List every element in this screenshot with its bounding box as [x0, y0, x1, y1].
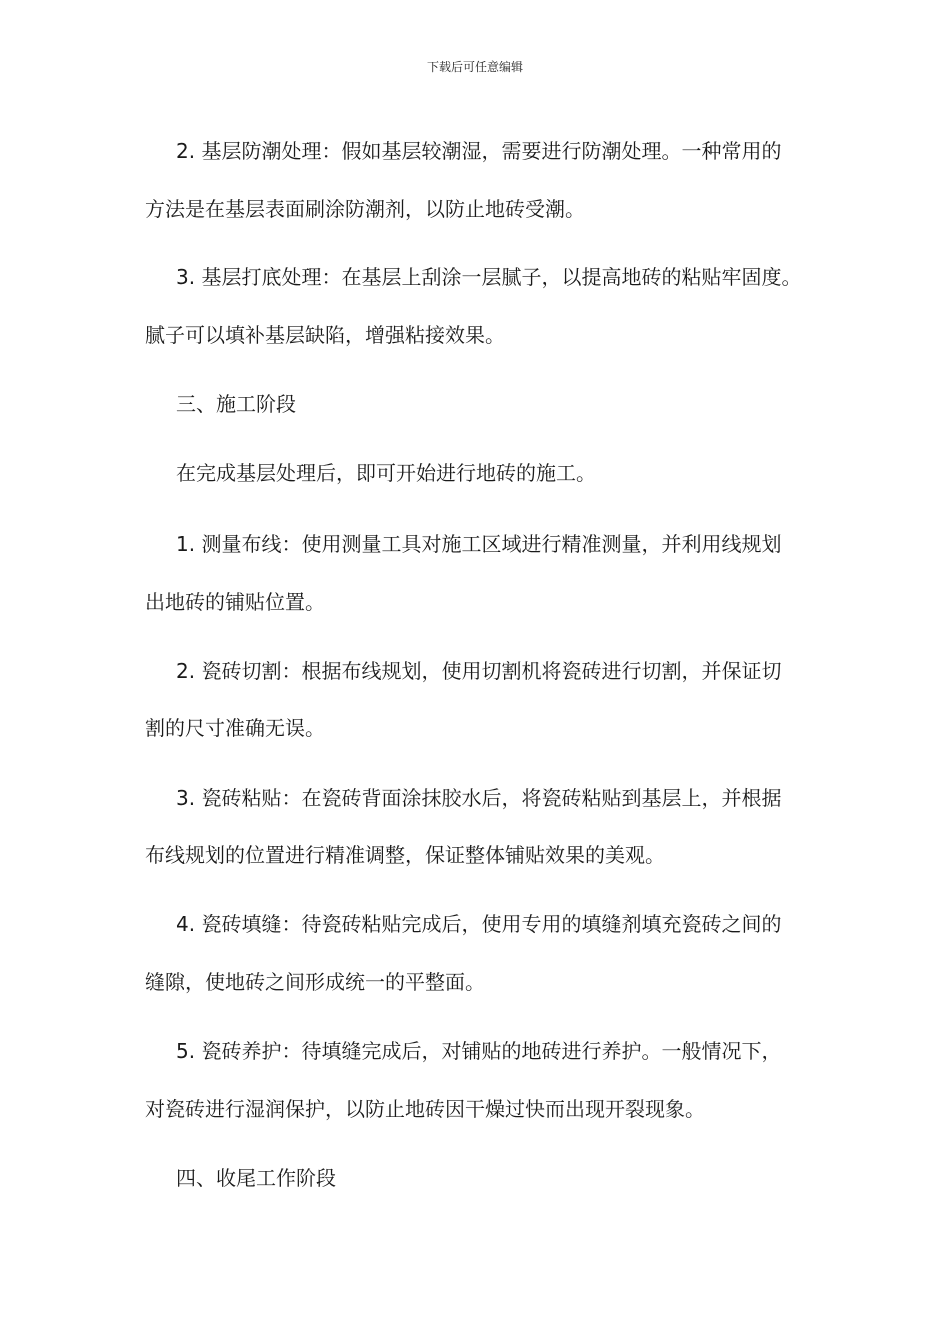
paragraph-line: 4. 瓷砖填缝：待瓷砖粘贴完成后，使用专用的填缝剂填充瓷砖之间的 — [176, 912, 782, 936]
section-heading: 四、收尾工作阶段 — [176, 1166, 336, 1190]
paragraph-line: 3. 瓷砖粘贴：在瓷砖背面涂抹胶水后，将瓷砖粘贴到基层上，并根据 — [176, 786, 782, 810]
paragraph-line: 2. 基层防潮处理：假如基层较潮湿，需要进行防潮处理。一种常用的 — [176, 139, 782, 163]
paragraph-line: 对瓷砖进行湿润保护，以防止地砖因干燥过快而出现开裂现象。 — [145, 1097, 705, 1121]
paragraph-line: 布线规划的位置进行精准调整，保证整体铺贴效果的美观。 — [145, 843, 665, 867]
paragraph-line: 方法是在基层表面刷涂防潮剂，以防止地砖受潮。 — [145, 197, 585, 221]
section-heading: 三、施工阶段 — [176, 392, 296, 416]
paragraph-line: 割的尺寸准确无误。 — [145, 716, 325, 740]
paragraph-line: 3. 基层打底处理：在基层上刮涂一层腻子，以提高地砖的粘贴牢固度。 — [176, 265, 802, 289]
paragraph-line: 5. 瓷砖养护：待填缝完成后，对铺贴的地砖进行养护。一般情况下， — [176, 1039, 782, 1063]
paragraph-line: 缝隙，使地砖之间形成统一的平整面。 — [145, 970, 485, 994]
paragraph-line: 在完成基层处理后，即可开始进行地砖的施工。 — [176, 461, 596, 485]
paragraph-line: 出地砖的铺贴位置。 — [145, 590, 325, 614]
paragraph-line: 1. 测量布线：使用测量工具对施工区域进行精准测量，并利用线规划 — [176, 532, 782, 556]
paragraph-line: 腻子可以填补基层缺陷，增强粘接效果。 — [145, 323, 505, 347]
page-header: 下载后可任意编辑 — [426, 60, 523, 74]
paragraph-line: 2. 瓷砖切割：根据布线规划，使用切割机将瓷砖进行切割，并保证切 — [176, 659, 782, 683]
